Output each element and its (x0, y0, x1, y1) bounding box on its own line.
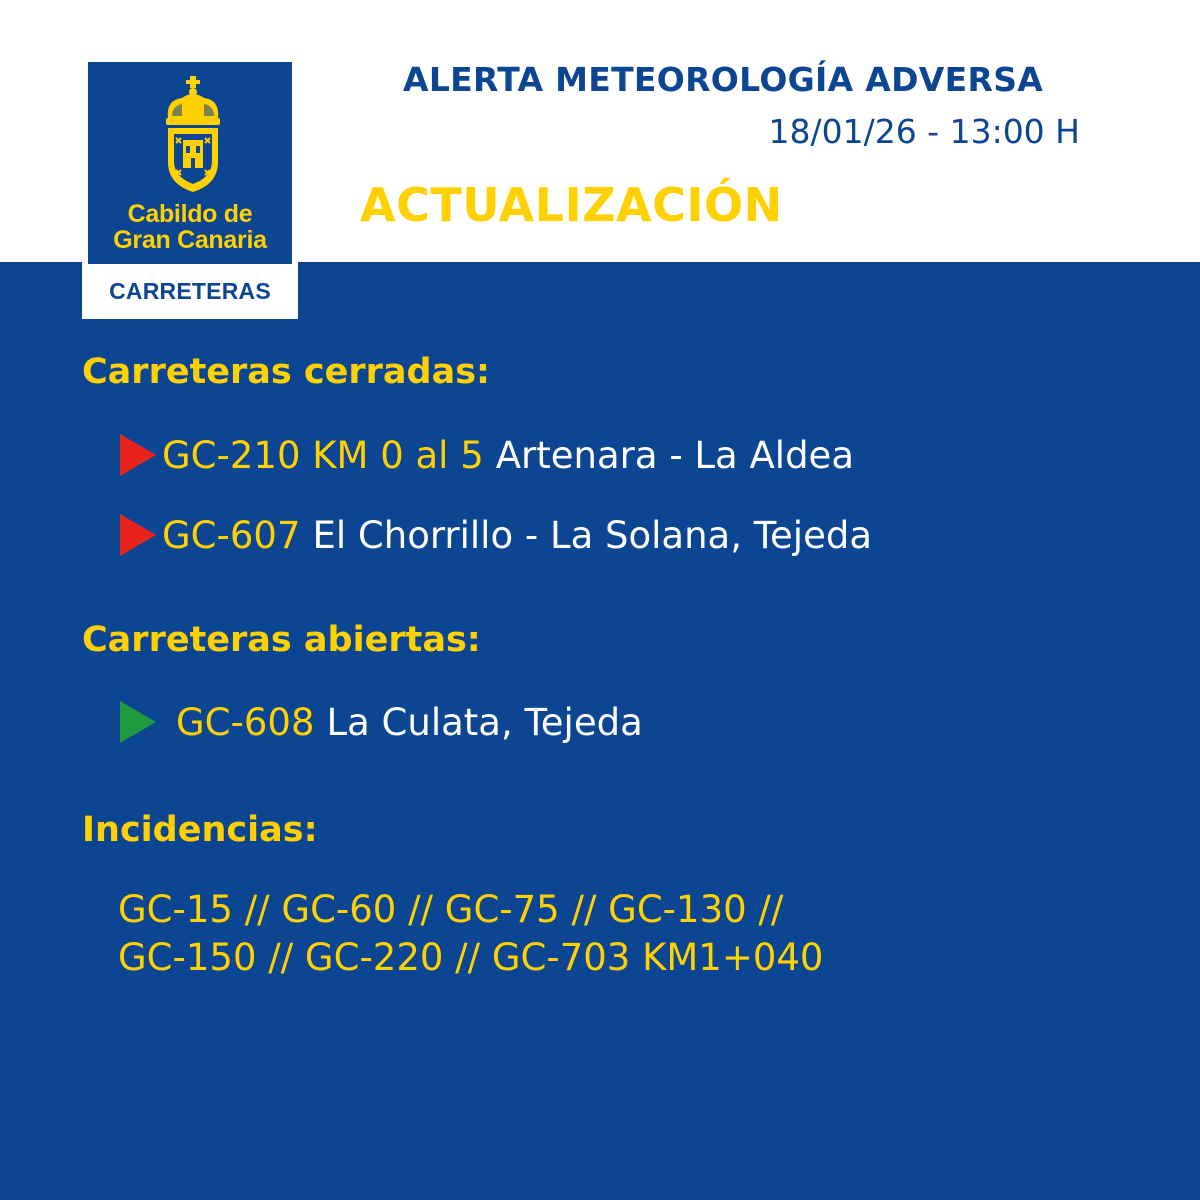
road-description: El Chorrillo - La Solana, Tejeda (312, 513, 873, 557)
closed-road-item (120, 512, 872, 558)
road-description: Artenara - La Aldea (495, 433, 854, 477)
closed-road-item (120, 432, 854, 478)
cabildo-logo (82, 58, 298, 319)
red-arrow-icon (120, 434, 156, 476)
incidents-line: GC-15 // GC-60 // GC-75 // GC-130 // (118, 888, 784, 931)
road-code: GC-607 (162, 513, 301, 557)
green-arrow-icon (120, 701, 156, 743)
alert-title: ALERTA METEOROLOGÍA ADVERSA (403, 60, 1044, 99)
open-roads-heading: Carreteras abiertas: (82, 620, 481, 660)
alert-datetime: 18/01/26 - 13:00 H (768, 112, 1080, 151)
open-road-item (120, 699, 643, 745)
road-code: GC-210 KM 0 al 5 (162, 433, 484, 477)
red-arrow-icon (120, 514, 156, 556)
incidents-line: GC-150 // GC-220 // GC-703 KM1+040 (118, 936, 824, 979)
coat-of-arms-icon (162, 76, 224, 194)
logo-subtitle: CARRETERAS (109, 278, 271, 304)
update-label: ACTUALIZACIÓN (360, 178, 783, 232)
logo-name-line2: Gran Canaria (113, 226, 267, 254)
road-description: La Culata, Tejeda (326, 700, 643, 744)
closed-roads-heading: Carreteras cerradas: (82, 352, 491, 392)
incidents-heading: Incidencias: (82, 810, 318, 850)
road-code: GC-608 (176, 700, 315, 744)
logo-name-line1: Cabildo de (127, 200, 253, 228)
logo-emblem-area (88, 62, 292, 264)
